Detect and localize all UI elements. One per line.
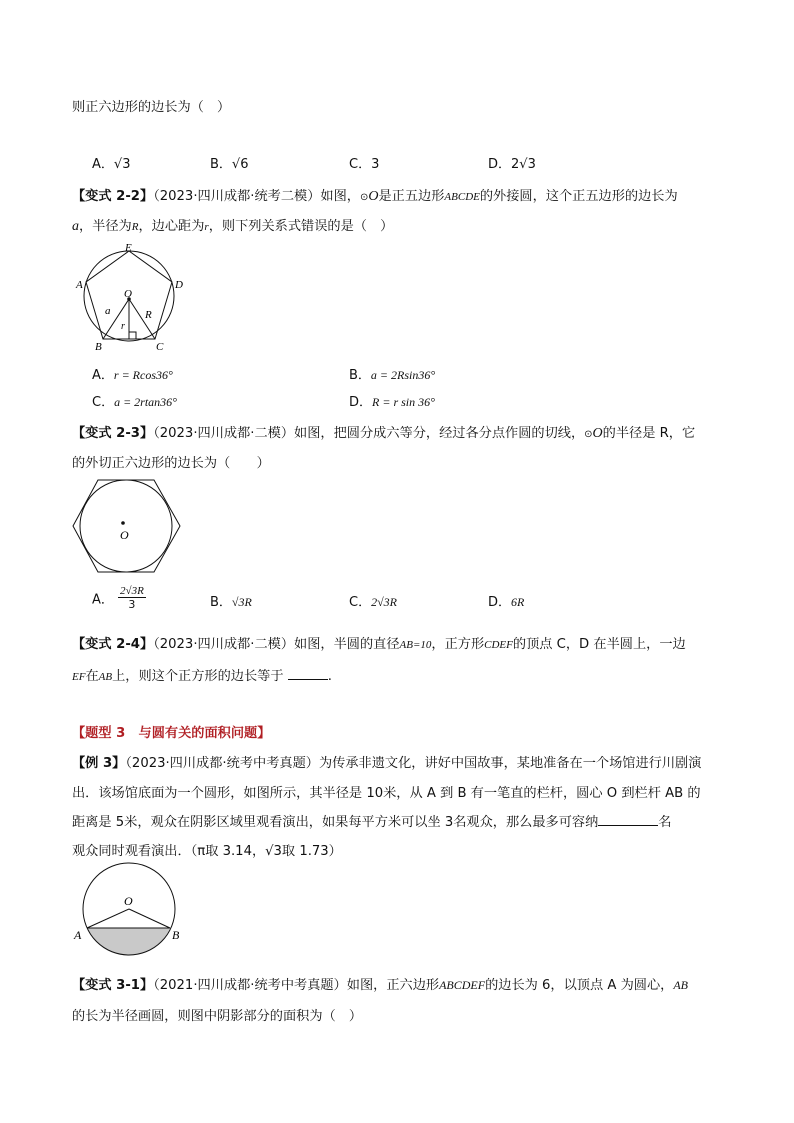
v22-option-c[interactable] <box>92 391 177 410</box>
option-value: √3R <box>231 595 252 609</box>
text-run: 的半径是 R，它 <box>602 426 696 441</box>
v31-line2: 的长为半径画圆，则图中阴影部分的面积为（ ） <box>72 1009 363 1024</box>
question-tag: 【变式 2-3】 <box>72 426 154 441</box>
math-var: r <box>204 221 209 233</box>
math-var: R <box>131 221 139 233</box>
option-value: 2√3R <box>371 595 397 609</box>
question-source: （2023·四川成都·统考二模） <box>153 189 321 204</box>
v23-option-d[interactable] <box>488 591 524 610</box>
text-run: 如图，正六边形 <box>346 978 440 993</box>
text-run: 为传承非遗文化，讲好中国故事，某地准备在一个场馆进行川剧演 <box>318 756 702 771</box>
answer-blank[interactable] <box>288 667 328 680</box>
ex3-line3 <box>72 811 671 830</box>
math-var: AB <box>98 671 113 683</box>
v23-option-c[interactable] <box>349 591 397 610</box>
v24-line1 <box>72 633 686 652</box>
math-var: ABCDE <box>444 191 480 203</box>
v24-line2 <box>72 665 332 684</box>
text-run: ，边心距为 <box>138 219 205 234</box>
v22-line2 <box>72 215 393 235</box>
option-letter: D． <box>488 157 512 172</box>
text-run: 如图，半圆的直径 <box>294 637 400 652</box>
circle-symbol: ⊙ <box>359 192 369 203</box>
math-var: O <box>368 189 379 204</box>
top-option-b[interactable] <box>210 153 248 172</box>
v23-option-a[interactable] <box>92 585 146 611</box>
label-a: A <box>74 928 82 942</box>
question-source: （2021·四川成都·统考中考真题） <box>153 978 347 993</box>
ex3-line1 <box>72 752 701 771</box>
option-value: r = Rcos36° <box>113 368 173 382</box>
v31-line1 <box>72 974 688 993</box>
option-value: √6 <box>231 157 249 172</box>
option-value: 6R <box>511 595 525 609</box>
text-run: 如图， <box>320 189 360 204</box>
circle-symbol: ⊙ <box>584 429 593 440</box>
option-letter: C． <box>349 157 372 172</box>
text-run: 上，则这个正方形的边长等于 <box>112 669 284 684</box>
option-letter: A． <box>92 368 114 383</box>
hexagon-figure <box>72 478 184 576</box>
center-point <box>121 521 125 525</box>
label-o: O <box>124 288 132 300</box>
label-b: B <box>95 341 102 352</box>
text-run: 名 <box>658 815 672 830</box>
label-o: O <box>120 528 129 542</box>
option-letter: A． <box>92 157 114 172</box>
v22-option-d[interactable] <box>349 391 435 410</box>
option-value: a = 2Rsin36° <box>370 368 436 382</box>
question-source: （2023·四川成都·二模） <box>153 426 295 441</box>
question-source: （2023·四川成都·二模） <box>153 637 295 652</box>
text-run: ，半径为 <box>79 219 132 234</box>
option-letter: B． <box>210 157 232 172</box>
text-run: ，正方形 <box>431 637 485 652</box>
option-letter: D． <box>488 595 512 610</box>
top-option-a[interactable] <box>92 153 130 172</box>
math-var: CDEF <box>484 639 513 651</box>
text-run: 的顶点 C，D 在半圆上，一边 <box>512 637 686 652</box>
v23-line1 <box>72 422 695 442</box>
option-value: 2√3 <box>511 157 536 172</box>
question-tag: 【变式 2-2】 <box>72 189 154 204</box>
label-e: E <box>125 242 132 254</box>
top-question-text: 则正六边形的边长为（ ） <box>72 100 231 115</box>
v23-option-b[interactable] <box>210 591 252 610</box>
text-run: 的边长为 6，以顶点 A 为圆心， <box>485 978 674 993</box>
question-tag: 【变式 3-1】 <box>72 978 154 993</box>
label-big-r: R <box>145 309 152 321</box>
top-option-d[interactable] <box>488 153 536 172</box>
math-var: a <box>72 219 79 234</box>
v22-line1 <box>72 185 678 205</box>
option-letter: C． <box>92 395 115 410</box>
v22-option-b[interactable] <box>349 364 435 383</box>
segment-figure <box>72 860 187 960</box>
text-run: . <box>327 669 332 684</box>
text-run: 在 <box>85 669 99 684</box>
v22-option-a[interactable] <box>92 364 173 383</box>
label-c: C <box>156 341 164 352</box>
math-var: AB <box>673 978 689 992</box>
option-letter: B． <box>210 595 232 610</box>
circumscribed-hexagon <box>73 480 180 572</box>
ex3-line2: 出．该场馆底面为一个圆形，如图所示，其半径是 10米，从 A 到 B 有一笔直的栏杆，圆心 O 到栏杆 AB 的 <box>72 786 701 801</box>
segment-ob <box>129 909 170 928</box>
math-var: O <box>592 426 603 441</box>
option-value: √3 <box>113 157 131 172</box>
pentagon-figure <box>72 240 202 352</box>
label-r: r <box>121 321 125 332</box>
option-value: 3 <box>371 157 380 172</box>
math-var: EF <box>72 671 86 683</box>
math-expr: AB=10 <box>399 639 432 651</box>
answer-blank[interactable] <box>598 813 658 826</box>
text-run: 距离是 5米，观众在阴影区域里观看演出，如果每平方米可以坐 3名观众，那么最多可容纳 <box>72 815 599 830</box>
text-run: 是正五边形 <box>378 189 445 204</box>
ex3-line4: 观众同时观看演出．（π取 3.14，√3取 1.73） <box>72 844 342 859</box>
option-letter: B． <box>349 368 371 383</box>
text-run: 如图，把圆分成六等分，经过各分点作圆的切线， <box>294 426 585 441</box>
label-a: A <box>76 279 83 291</box>
v23-line2: 的外切正六边形的边长为（ ） <box>72 456 270 471</box>
label-o: O <box>124 894 133 908</box>
label-side-a: a <box>105 305 111 317</box>
question-tag: 【例 3】 <box>72 756 126 771</box>
text-run: ，则下列关系式错误的是（ ） <box>208 219 394 234</box>
segment-oa <box>87 909 129 928</box>
option-letter: A． <box>92 592 114 608</box>
shaded-segment <box>87 928 170 956</box>
type3-heading: 【题型 3 与圆有关的面积问题】 <box>72 726 271 741</box>
fraction-denominator: 3 <box>128 598 136 611</box>
fraction <box>118 585 146 611</box>
label-b: B <box>172 928 180 942</box>
math-var: ABCDEF <box>439 978 486 992</box>
text-run: 的外接圆，这个正五边形的边长为 <box>479 189 678 204</box>
label-d: D <box>175 279 183 291</box>
fraction-numerator: 2√3R <box>120 585 144 597</box>
inscribed-circle <box>80 480 172 572</box>
option-value: R = r sin 36° <box>372 395 435 409</box>
option-letter: D． <box>349 395 373 410</box>
top-option-c[interactable] <box>349 153 379 172</box>
question-tag: 【变式 2-4】 <box>72 637 154 652</box>
option-letter: C． <box>349 595 372 610</box>
right-angle-mark <box>129 332 136 339</box>
option-value: a = 2rtan36° <box>114 395 177 409</box>
question-source: （2023·四川成都·统考中考真题） <box>125 756 319 771</box>
